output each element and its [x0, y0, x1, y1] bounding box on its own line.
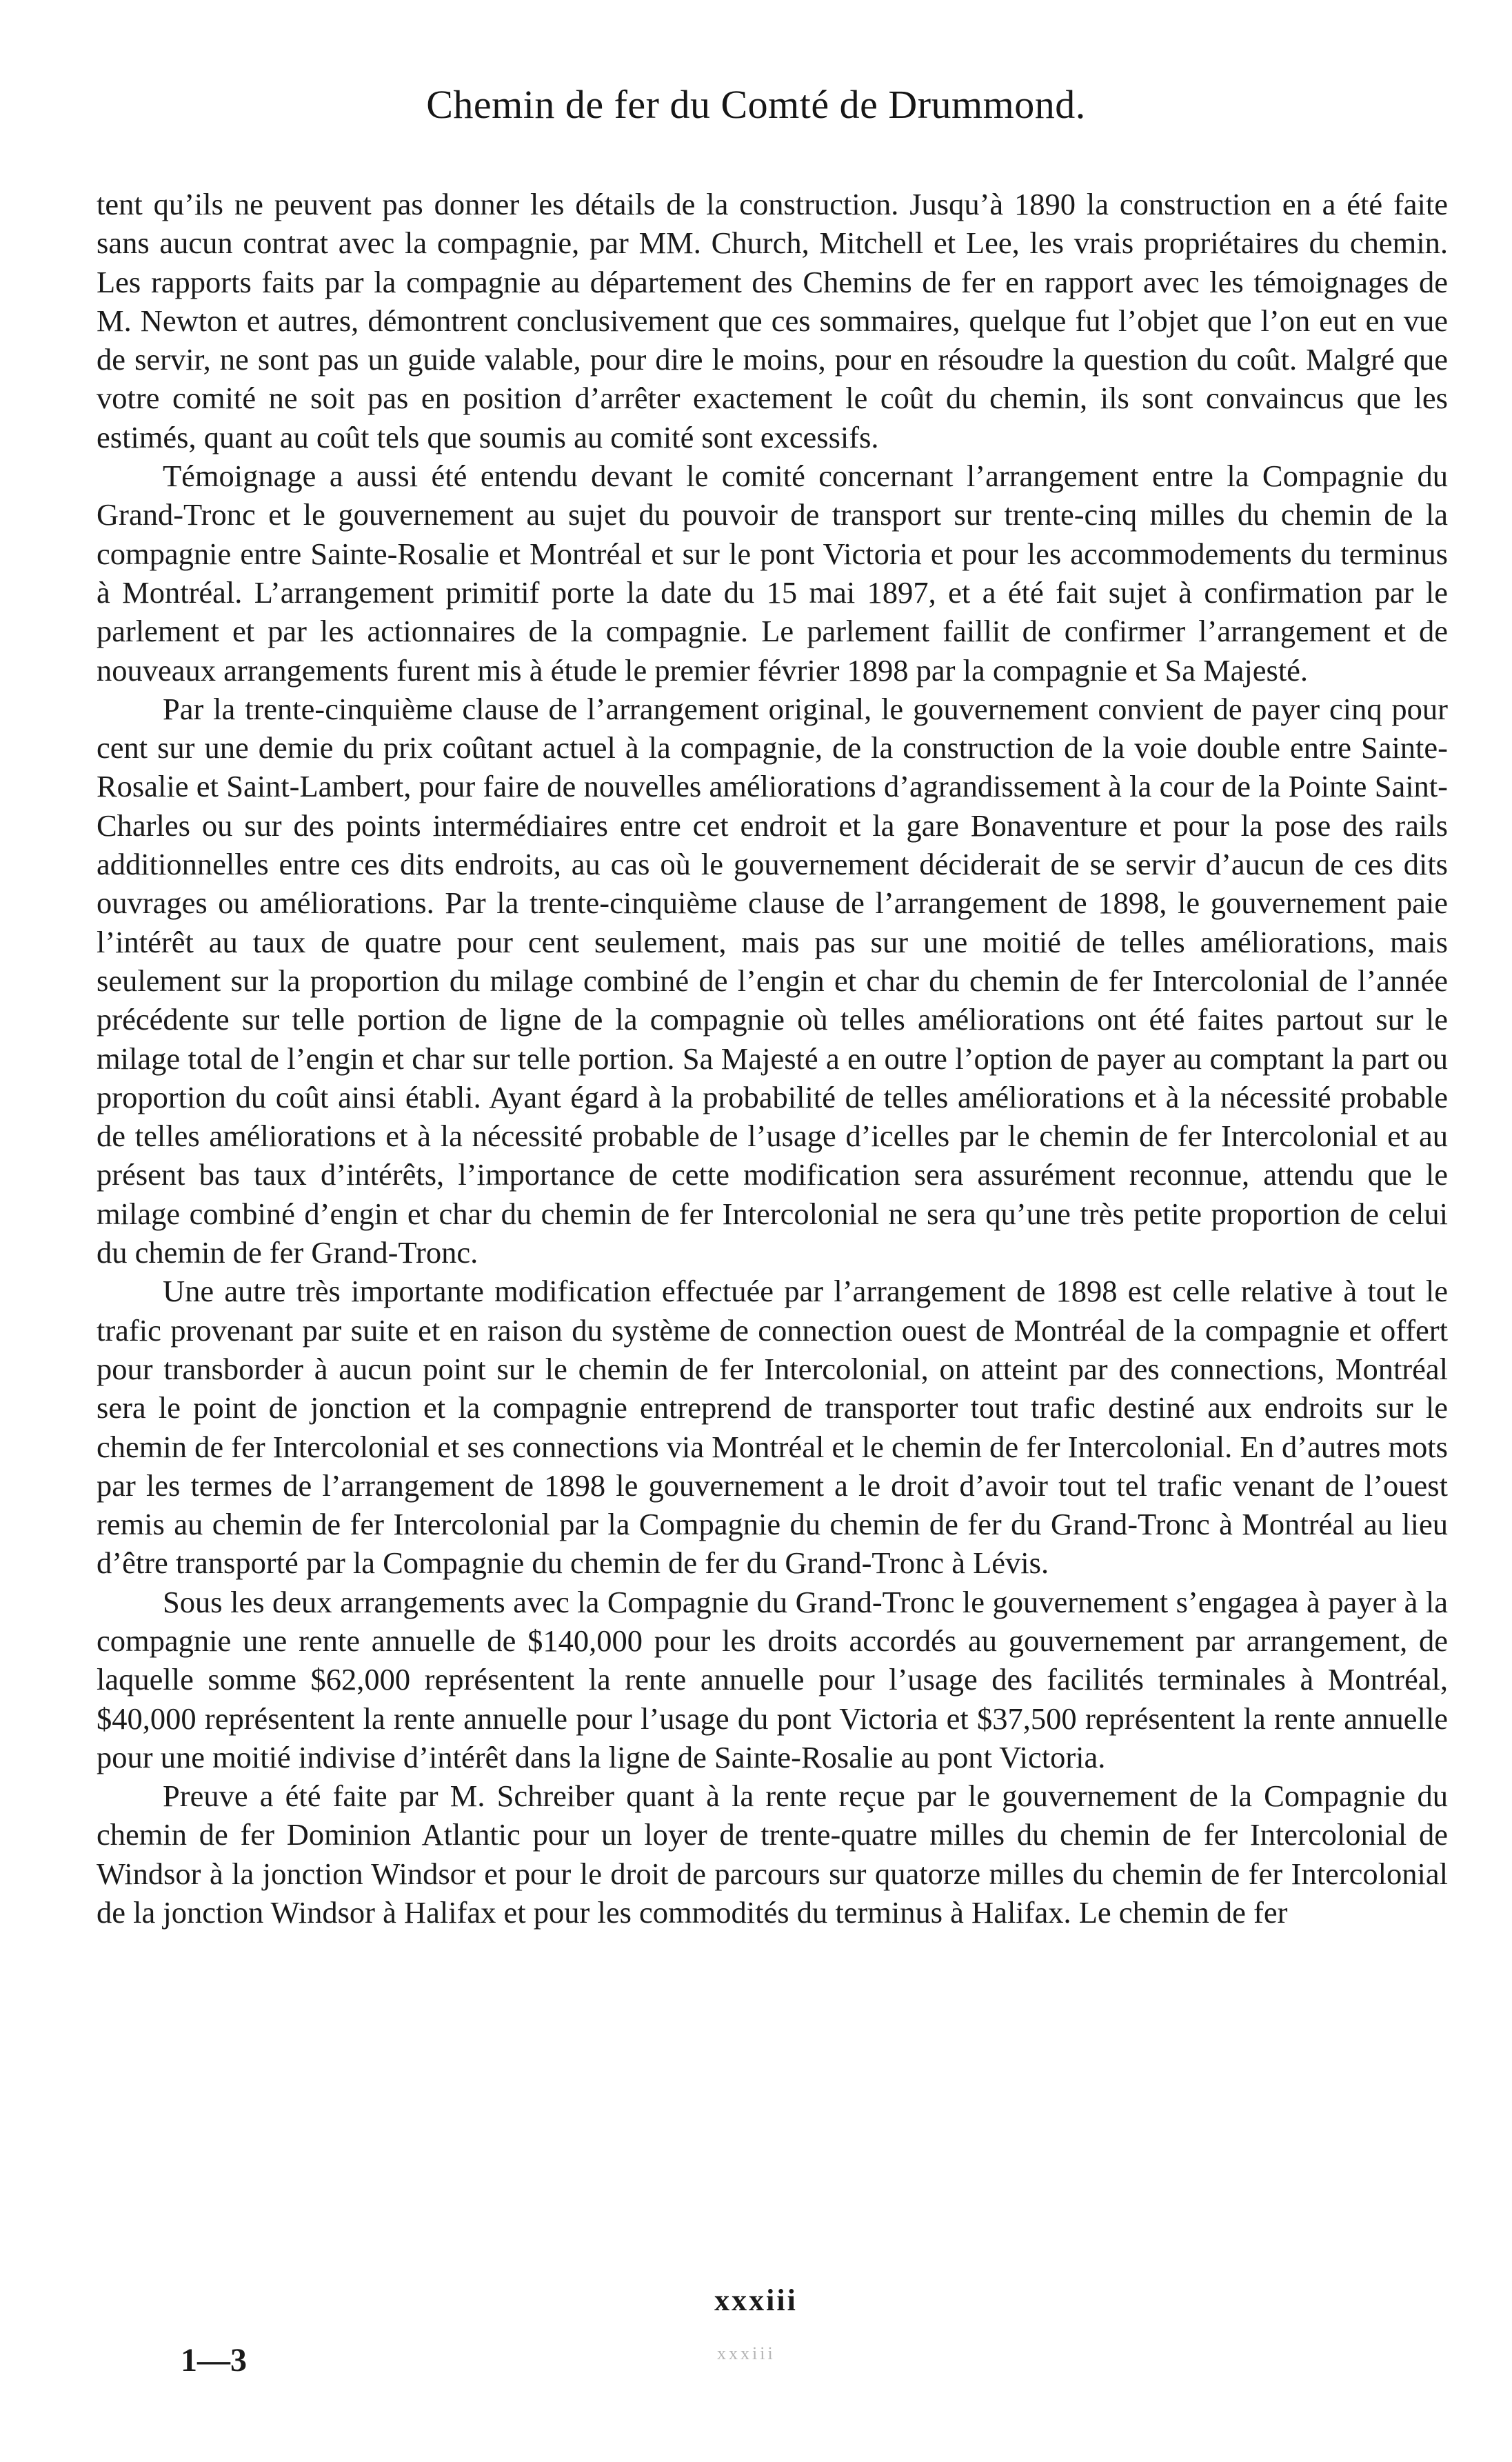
page-number: xxxiii	[714, 2283, 798, 2317]
paragraph-3: Par la trente-cinquième clause de l’arrangement original, le gouvernement convient de payer cinq pour cent sur une demie du prix coûtant actuel à la compagnie, de la construction de la voie double entre Sainte-Rosalie et Saint-Lambert, pour faire de nouvelles améliorations d’agrandissement à la cour de la Pointe Saint-Charles ou sur des points intermédiaires entre cet endroit et la gare Bonaventure et pour la pose des rails additionnelles entre ces dits endroits, au cas où le gouvernement déciderait de se servir d’aucun de ces dits ouvrages ou améliorations. Par la trente-cinquième clause de l’arrangement de 1898, le gouvernement paie l’intérêt au taux de quatre pour cent seulement, mais pas sur une moitié de telles améliorations, mais seulement sur la proportion du milage combiné de l’engin et char du chemin de fer Intercolonial de l’année précédente sur telle portion de ligne de la compagnie où telles améliorations ont été faites partout sur le milage total de l’engin et char sur telle portion. Sa Majesté a en outre l’option de payer au comptant la part ou proportion du coût ainsi établi. Ayant égard à la probabilité de telles améliorations et à la nécessité probable de telles améliorations et à la nécessité probable de l’usage d’icelles par le chemin de fer Intercolonial et au présent bas taux d’intérêts, l’importance de cette modification sera assurément reconnue, attendu que le milage combiné d’engin et char du chemin de fer Intercolonial ne sera qu’une très petite proportion de celui du chemin de fer Grand-Tronc.	[97, 691, 1448, 1270]
body-text	[97, 185, 1448, 1932]
running-head: Chemin de fer du Comté de Drummond.	[426, 82, 1086, 127]
page-number-smudge: xxxiii	[717, 2343, 776, 2363]
paragraph-1: tent qu’ils ne peuvent pas donner les détails de la construction. Jusqu’à 1890 la construction en a été faite sans aucun contrat avec la compagnie, par MM. Church, Mitchell et Lee, les vrais propriétaires du chemin. Les rapports faits par la compagnie au département des Chemins de fer en rapport avec les témoignages de M. Newton et autres, démontrent conclusivement que ces sommaires, quelque fut l’objet que l’on eut en vue de servir, ne sont pas un guide valable, pour dire le moins, pour en résoudre la question du coût. Malgré que votre comité ne soit pas en position d’arrêter exactement le coût du chemin, ils sont convaincus que les estimés, quant au coût tels que soumis au comité sont excessifs.	[97, 187, 1448, 454]
signature-mark: 1—3	[181, 2342, 247, 2379]
paragraph-6: Preuve a été faite par M. Schreiber quant à la rente reçue par le gouvernement de la Compagnie du chemin de fer Dominion Atlantic pour un loyer de trente-quatre milles du chemin de fer Intercolonial de Windsor à la jonction Windsor et pour le droit de parcours sur quatorze milles du chemin de fer Intercolonial de la jonction Windsor à Halifax et pour les commodités du terminus à Halifax. Le chemin de fer	[97, 1779, 1448, 1930]
paragraph-2: Témoignage a aussi été entendu devant le comité concernant l’arrangement entre la Compagnie du Grand-Tronc et le gouvernement au sujet du pouvoir de transport sur trente-cinq milles du chemin de la compagnie entre Sainte-Rosalie et Montréal et sur le pont Victoria et pour les accommodements du terminus à Montréal. L’arrangement primitif porte la date du 15 mai 1897, et a été fait sujet à confirmation par le parlement et par les actionnaires de la compagnie. Le parlement faillit de confirmer l’arrangement et de nouveaux arrangements furent mis à étude le premier février 1898 par la compagnie et Sa Majesté.	[97, 459, 1448, 688]
paragraph-5: Sous les deux arrangements avec la Compagnie du Grand-Tronc le gouvernement s’engagea à payer à la compagnie une rente annuelle de $140,000 pour les droits accordés au gouvernement par arrangement, de laquelle somme $62,000 représentent la rente annuelle pour l’usage des facilités terminales à Montréal, $40,000 représentent la rente annuelle pour l’usage du pont Victoria et $37,500 représentent la rente annuelle pour une moitié indivise d’intérêt dans la ligne de Sainte-Rosalie au pont Victoria.	[97, 1584, 1448, 1774]
paragraph-4: Une autre très importante modification effectuée par l’arrangement de 1898 est celle relative à tout le trafic provenant par suite et en raison du système de connection ouest de Montréal de la compagnie et offert pour transborder à aucun point sur le chemin de fer Intercolonial, on atteint par des connections, Montréal sera le point de jonction et la compagnie entreprend de transporter tout trafic destiné aux endroits sur le chemin de fer Intercolonial et ses connections via Montréal et le chemin de fer Intercolonial. En d’autres mots par les termes de l’arrangement de 1898 le gouvernement a le droit d’avoir tout tel trafic venant de l’ouest remis au chemin de fer Intercolonial par la Compagnie du chemin de fer du Grand-Tronc à Montréal au lieu d’être transporté par la Compagnie du chemin de fer du Grand-Tronc à Lévis.	[97, 1274, 1448, 1581]
